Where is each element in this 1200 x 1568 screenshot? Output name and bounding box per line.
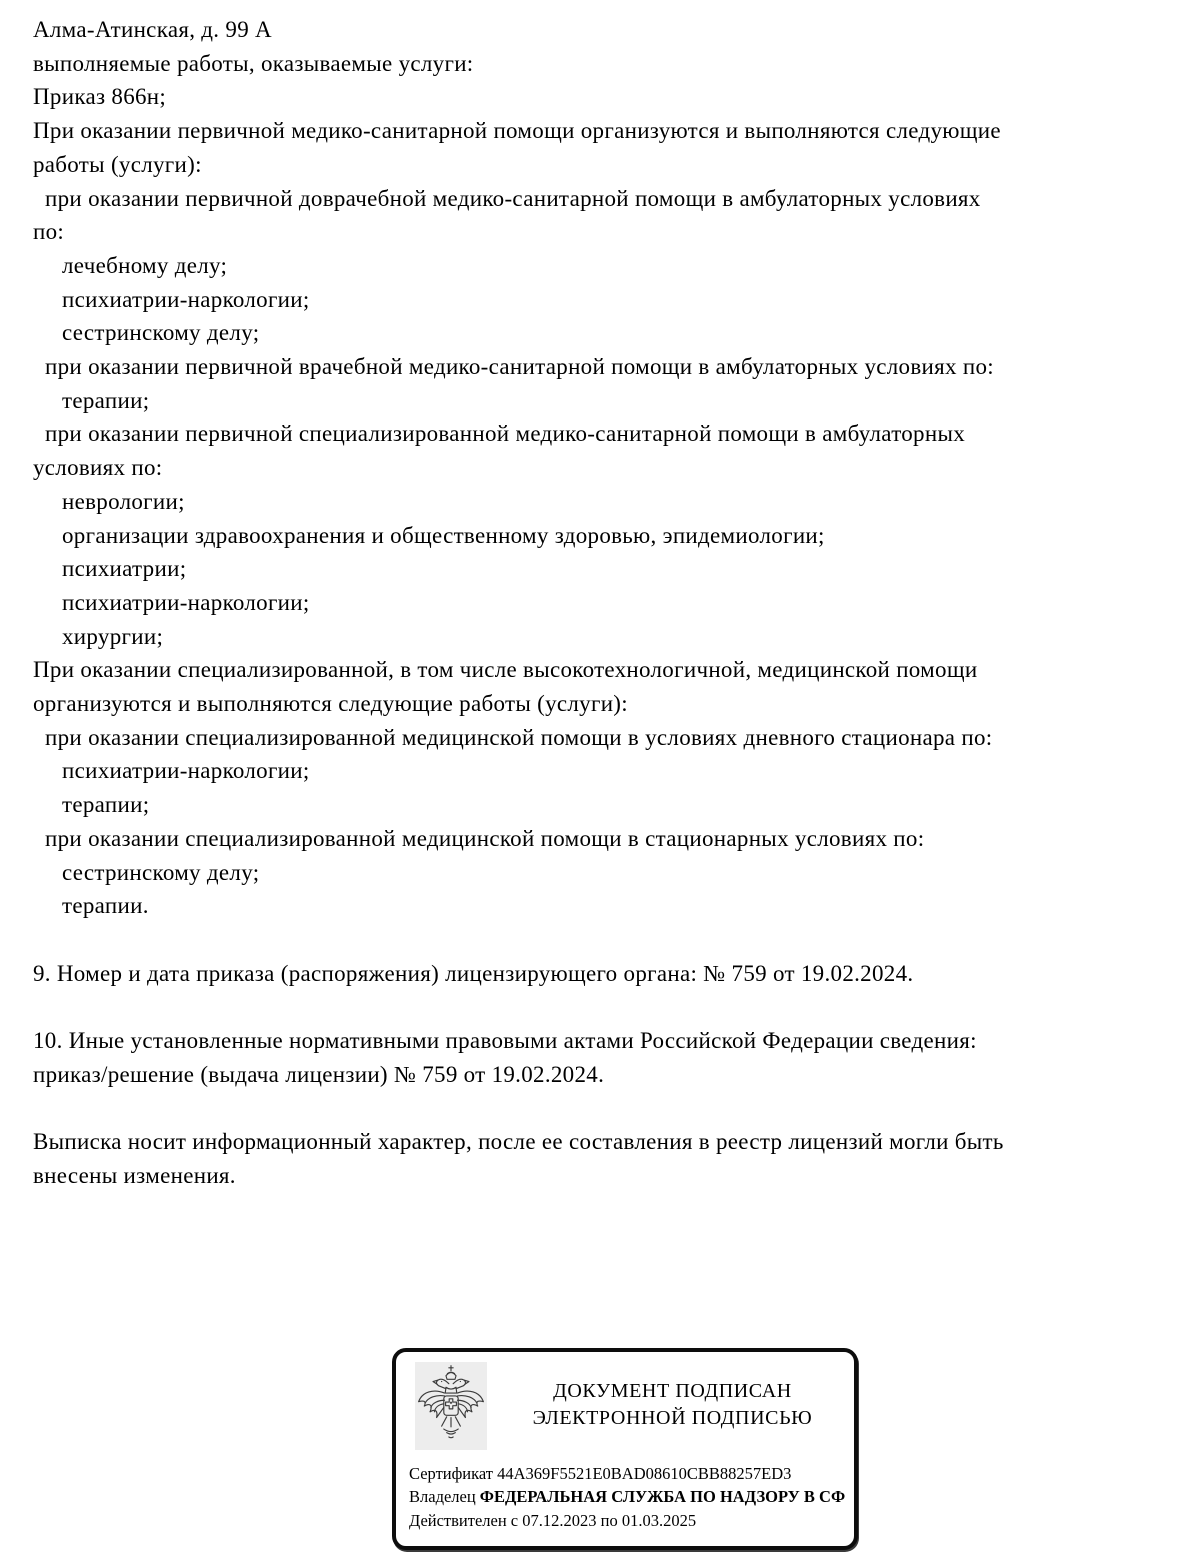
owner-label: Владелец bbox=[409, 1487, 476, 1507]
text-line: организуются и выполняются следующие работы (услуги): bbox=[33, 691, 628, 717]
signature-title-line1: ДОКУМЕНТ ПОДПИСАН bbox=[553, 1379, 792, 1402]
signature-stamp-title bbox=[491, 1378, 854, 1432]
signature-stamp-header bbox=[409, 1360, 854, 1450]
text-line: по: bbox=[33, 219, 65, 245]
signature-stamp-details bbox=[409, 1462, 854, 1533]
text-line: выполняемые работы, оказываемые услуги: bbox=[33, 50, 474, 76]
electronic-signature-stamp bbox=[392, 1348, 858, 1551]
text-line: при оказании первичной специализированной медико-санитарной помощи в амбулаторных bbox=[45, 421, 966, 447]
text-line: 9. Номер и дата приказа (распоряжения) лицензирующего органа: № 759 от 19.02.2024. bbox=[33, 960, 914, 986]
text-line: лечебному делу; bbox=[62, 252, 228, 278]
text-line: Выписка носит информационный характер, после ее составления в реестр лицензий могли быть bbox=[33, 1129, 1004, 1155]
text-line: 10. Иные установленные нормативными правовыми актами Российской Федерации сведения: bbox=[33, 1028, 977, 1054]
text-line: психиатрии-наркологии; bbox=[62, 286, 310, 312]
text-line: Алма-Атинская, д. 99 А bbox=[33, 17, 272, 42]
text-line: терапии; bbox=[62, 387, 150, 413]
text-line: внесены изменения. bbox=[33, 1162, 236, 1188]
text-line: При оказании специализированной, в том числе высокотехнологичной, медицинской помощи bbox=[33, 657, 978, 683]
owner-value: ФЕДЕРАЛЬНАЯ СЛУЖБА ПО НАДЗОРУ В СФ bbox=[479, 1487, 846, 1507]
text-line: При оказании первичной медико-санитарной помощи организуются и выполняются следующие bbox=[33, 118, 1001, 144]
blank-line bbox=[33, 923, 1176, 957]
text-line: организации здравоохранения и общественному здоровью, эпидемиологии; bbox=[62, 522, 825, 548]
text-line: психиатрии; bbox=[62, 556, 187, 582]
text-line: при оказании специализированной медицинской помощи в стационарных условиях по: bbox=[45, 825, 925, 851]
text-line: условиях по: bbox=[33, 455, 163, 481]
text-line: сестринскому делу; bbox=[62, 320, 260, 346]
text-line: неврологии; bbox=[62, 488, 185, 514]
blank-line bbox=[33, 1092, 1176, 1126]
text-line: хирургии; bbox=[62, 623, 164, 649]
blank-line bbox=[33, 990, 1176, 1024]
signature-title-line2: ЭЛЕКТРОННОЙ ПОДПИСЬЮ bbox=[532, 1406, 813, 1429]
text-line: Приказ 866н; bbox=[33, 84, 167, 110]
text-line: при оказании первичной врачебной медико-санитарной помощи в амбулаторных условиях по: bbox=[45, 354, 994, 380]
certificate-value: 44A369F5521E0BAD08610CBB88257ED3 bbox=[497, 1463, 792, 1483]
roszdravnadzor-eagle-emblem-icon bbox=[415, 1362, 487, 1450]
text-line: психиатрии-наркологии; bbox=[62, 589, 310, 615]
text-line: при оказании первичной доврачебной медико-санитарной помощи в амбулаторных условиях bbox=[45, 185, 981, 211]
owner-line bbox=[409, 1485, 854, 1509]
text-line: терапии; bbox=[62, 792, 150, 818]
text-line: работы (услуги): bbox=[33, 151, 202, 177]
validity-line: Действителен с 07.12.2023 по 01.03.2025 bbox=[409, 1510, 697, 1530]
text-line: приказ/решение (выдача лицензии) № 759 от 19.02.2024. bbox=[33, 1061, 605, 1087]
text-line: при оказании специализированной медицинской помощи в условиях дневного стационара по: bbox=[45, 724, 993, 750]
certificate-line bbox=[409, 1462, 854, 1486]
text-line: психиатрии-наркологии; bbox=[62, 758, 310, 784]
text-line: сестринскому делу; bbox=[62, 859, 260, 885]
text-line: терапии. bbox=[62, 893, 149, 919]
certificate-label: Сертификат bbox=[409, 1463, 493, 1483]
